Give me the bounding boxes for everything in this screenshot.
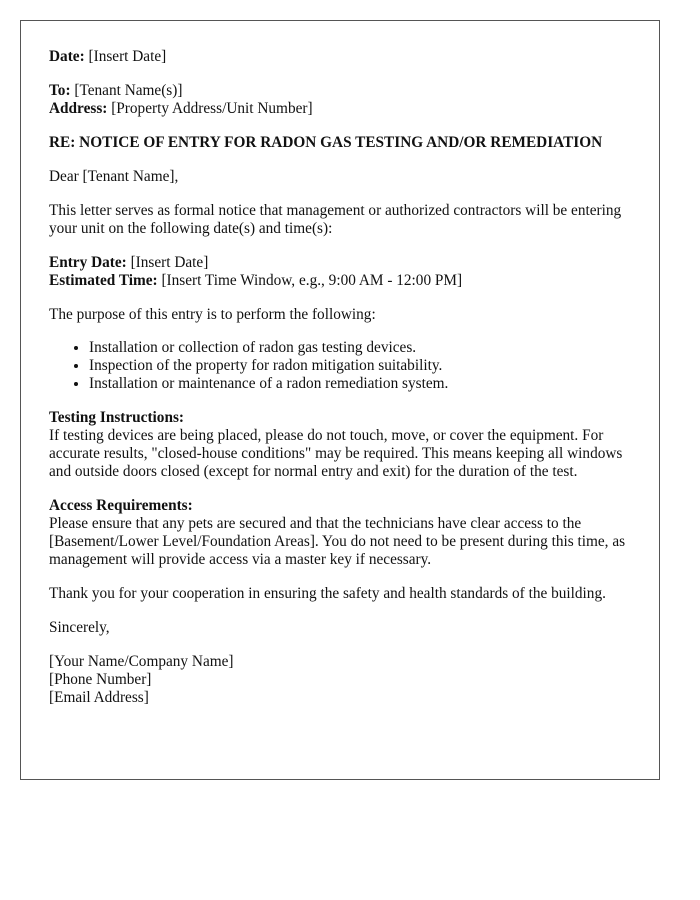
signature-phone: [Phone Number] bbox=[49, 671, 152, 688]
address-value: [Property Address/Unit Number] bbox=[107, 100, 313, 117]
address-line bbox=[49, 100, 631, 118]
purpose-paragraph: The purpose of this entry is to perform the following: bbox=[49, 306, 376, 323]
access-heading-text: Access Requirements: bbox=[49, 497, 193, 514]
thanks-paragraph: Thank you for your cooperation in ensuring the safety and health standards of the building. bbox=[49, 585, 606, 602]
date-line bbox=[49, 48, 631, 66]
signature-email: [Email Address] bbox=[49, 689, 149, 706]
testing-paragraph: If testing devices are being placed, please do not touch, move, or cover the equipment. For accurate results, "closed-house conditions" may be required. This means keeping all windows and outside doors closed (except for normal entry and exit) for the duration of the test. bbox=[49, 427, 623, 480]
date-label: Date: bbox=[49, 48, 85, 65]
to-value: [Tenant Name(s)] bbox=[70, 82, 183, 99]
testing-heading bbox=[49, 409, 631, 427]
purpose-list bbox=[49, 339, 631, 393]
subject-line: RE: NOTICE OF ENTRY FOR RADON GAS TESTING AND/OR REMEDIATION bbox=[49, 134, 603, 151]
access-paragraph: Please ensure that any pets are secured and that the technicians have clear access to the [Basement/Lower Level/Foundation Areas]. You do not need to be present during this time, as management will provide access via a master key if necessary. bbox=[49, 515, 626, 568]
estimated-time-value: [Insert Time Window, e.g., 9:00 AM - 12:00 PM] bbox=[157, 272, 463, 289]
entry-date-line bbox=[49, 254, 631, 272]
access-heading bbox=[49, 497, 631, 515]
entry-date-value: [Insert Date] bbox=[126, 254, 209, 271]
to-line bbox=[49, 82, 631, 100]
signature-name: [Your Name/Company Name] bbox=[49, 653, 234, 670]
date-value: [Insert Date] bbox=[84, 48, 167, 65]
address-label: Address: bbox=[49, 100, 108, 117]
notice-letter bbox=[20, 20, 660, 780]
list-item: • Installation or maintenance of a radon remediation system. bbox=[89, 375, 631, 393]
estimated-time-label: Estimated Time: bbox=[49, 272, 158, 289]
list-item: • Inspection of the property for radon mitigation suitability. bbox=[89, 357, 631, 375]
to-label: To: bbox=[49, 82, 71, 99]
entry-date-label: Entry Date: bbox=[49, 254, 127, 271]
testing-heading-text: Testing Instructions: bbox=[49, 409, 185, 426]
estimated-time-line bbox=[49, 272, 631, 290]
closing: Sincerely, bbox=[49, 619, 110, 636]
list-item: • Installation or collection of radon gas testing devices. bbox=[89, 339, 631, 357]
intro-paragraph: This letter serves as formal notice that management or authorized contractors will be entering your unit on the following date(s) and time(s): bbox=[49, 202, 622, 237]
salutation: Dear [Tenant Name], bbox=[49, 168, 179, 185]
